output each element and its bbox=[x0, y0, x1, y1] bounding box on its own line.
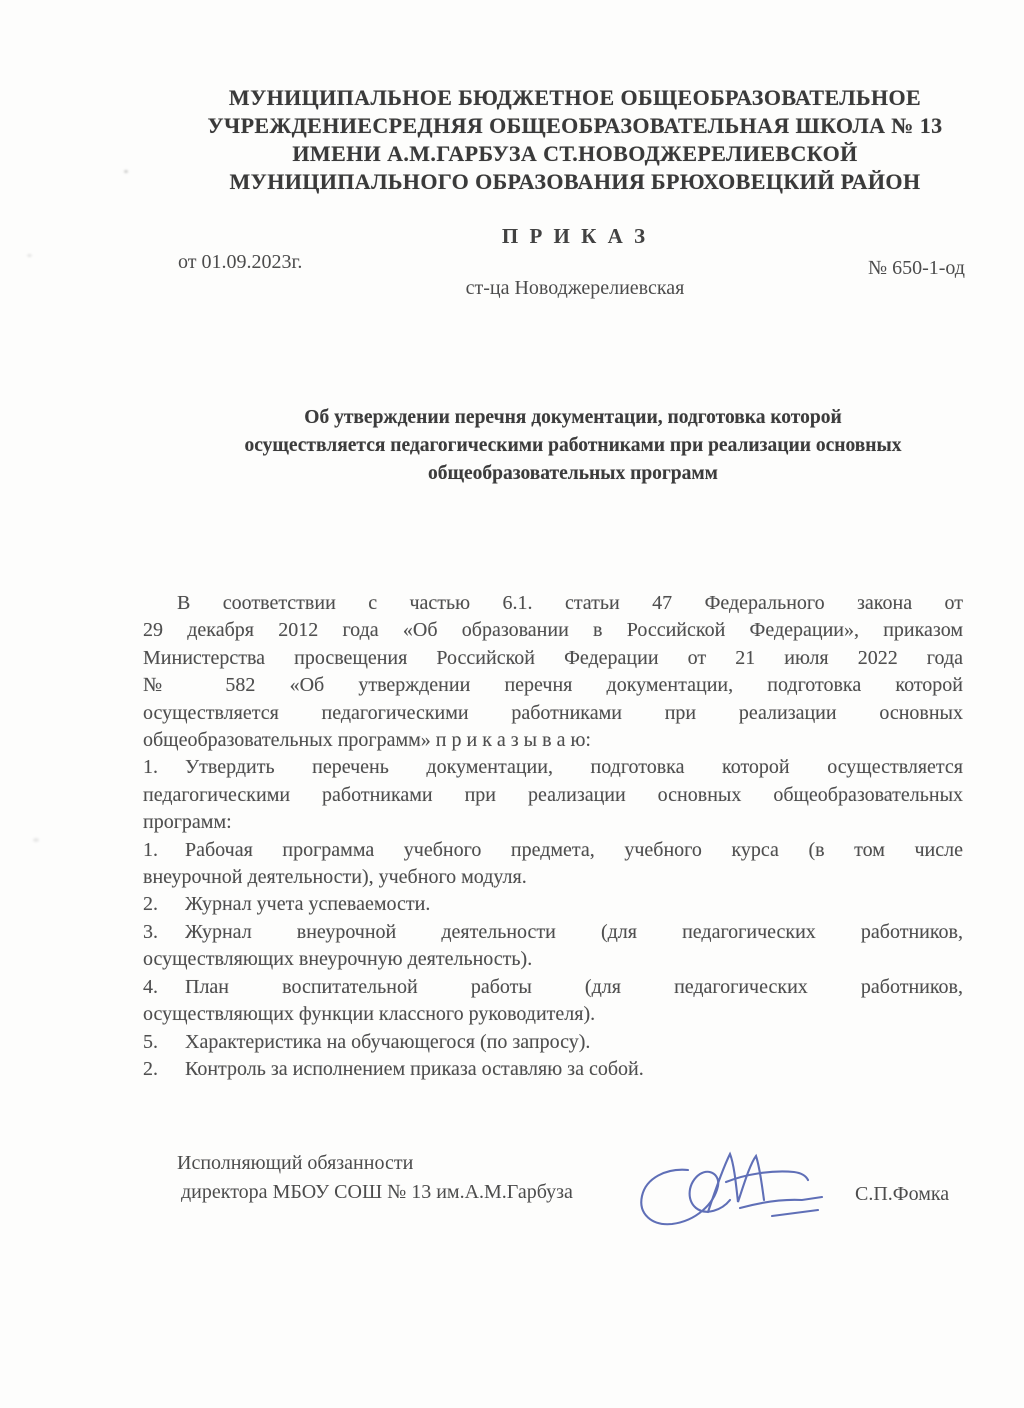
body-line: общеобразовательных программ» п р и к а з ы в а ю: bbox=[143, 729, 591, 752]
list-number: 3. bbox=[143, 920, 158, 943]
list-number: 2. bbox=[143, 1057, 158, 1080]
scan-speck bbox=[33, 838, 39, 842]
order-body bbox=[143, 590, 963, 1083]
body-line: осуществляется педагогическими работниками при реализации основных bbox=[143, 701, 963, 724]
body-list-item: 4. План воспитательной работы (для педагогических работников, bbox=[143, 974, 963, 1001]
organization-header bbox=[126, 84, 1024, 196]
order-place: ст-ца Новоджерелиевская bbox=[465, 277, 685, 299]
body-list-item: 5. Характеристика на обучающегося (по запросу). bbox=[143, 1029, 963, 1056]
body-list-item: 1. Рабочая программа учебного предмета, учебного курса (в том числе bbox=[143, 837, 963, 864]
signer-role-line: директора МБОУ СОШ № 13 им.А.М.Гарбуза bbox=[181, 1181, 573, 1203]
org-header-line: МУНИЦИПАЛЬНОЕ БЮДЖЕТНОЕ ОБЩЕОБРАЗОВАТЕЛЬНОЕ bbox=[228, 85, 922, 110]
subject-line: осуществляется педагогическими работниками при реализации основных bbox=[244, 435, 902, 456]
body-list-item: 3. Журнал внеурочной деятельности (для педагогических работников, bbox=[143, 919, 963, 946]
list-number: 1. bbox=[143, 756, 158, 779]
order-title: П Р И К А З bbox=[501, 224, 649, 248]
body-line: № 582 «Об утверждении перечня документации, подготовка которой bbox=[143, 674, 963, 697]
body-line: осуществляющих функции классного руководителя). bbox=[143, 1003, 596, 1026]
list-number: 2. bbox=[143, 893, 158, 916]
org-header-line: ИМЕНИ А.М.ГАРБУЗА СТ.НОВОДЖЕРЕЛИЕВСКОЙ bbox=[292, 141, 858, 166]
body-line: осуществляющих внеурочную деятельность). bbox=[143, 948, 533, 971]
order-number: № 650-1-од bbox=[867, 257, 965, 279]
list-number: 5. bbox=[143, 1030, 158, 1053]
order-subject bbox=[120, 404, 1024, 488]
body-list-item: 2. Журнал учета успеваемости. bbox=[143, 891, 963, 918]
body-list-item: 1. Утвердить перечень документации, подготовка которой осуществляется bbox=[143, 754, 963, 781]
list-number: 4. bbox=[143, 975, 158, 998]
body-line: педагогическими работниками при реализации основных общеобразовательных bbox=[143, 783, 963, 806]
body-line: В соответствии с частью 6.1. статьи 47 Федерального закона от bbox=[177, 592, 963, 614]
subject-line: Об утверждении перечня документации, подготовка которой bbox=[304, 407, 842, 428]
body-line: программ: bbox=[143, 811, 232, 834]
list-number: 1. bbox=[143, 838, 158, 861]
body-line: Министерства просвещения Российской Федерации от 21 июля 2022 года bbox=[143, 646, 963, 669]
body-line: 29 декабря 2012 года «Об образовании в Российской Федерации», приказом bbox=[143, 619, 963, 642]
order-date: от 01.09.2023г. bbox=[178, 251, 303, 273]
org-header-line: УЧРЕЖДЕНИЕСРЕДНЯЯ ОБЩЕОБРАЗОВАТЕЛЬНАЯ ШКОЛА № 13 bbox=[207, 113, 943, 138]
order-meta-row bbox=[143, 251, 965, 280]
handwritten-signature-ink bbox=[622, 1142, 837, 1257]
body-line: внеурочной деятельности), учебного модуля. bbox=[143, 866, 527, 889]
org-header-line: МУНИЦИПАЛЬНОГО ОБРАЗОВАНИЯ БРЮХОВЕЦКИЙ РАЙОН bbox=[229, 169, 921, 194]
subject-line: общеобразовательных программ bbox=[428, 463, 718, 484]
signer-name: С.П.Фомка bbox=[855, 1183, 950, 1205]
scan-speck bbox=[27, 254, 32, 257]
body-list-item: 2. Контроль за исполнением приказа оставляю за собой. bbox=[143, 1056, 963, 1083]
signer-role-line: Исполняющий обязанности bbox=[177, 1152, 414, 1174]
